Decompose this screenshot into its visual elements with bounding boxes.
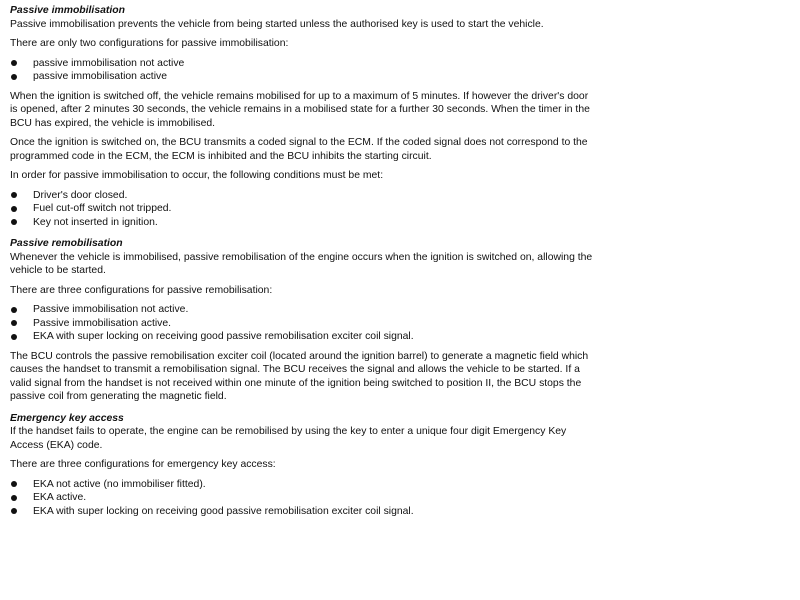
bullet-list [10,478,595,519]
paragraph: When the ignition is switched off, the vehicle remains mobilised for up to a maximum of 5 minutes. If however the driver's door is opened, after 2 minutes 30 seconds, the vehicle remains in a mobilised state for a further 30 seconds. When the timer in the BCU has expired, the vehicle is immobilised. [10,90,590,129]
paragraph: Whenever the vehicle is immobilised, passive remobilisation of the engine occurs when the ignition is switched on, allowing the vehicle to be started. [10,251,593,276]
bullet-item: EKA with super locking on receiving good passive remobilisation exciter coil signal. [10,330,595,344]
paragraph: The BCU controls the passive remobilisation exciter coil (located around the ignition barrel) to generate a magnetic field which causes the handset to transmit a remobilisation signal. The BCU receives the signal and allows the vehicle to be started. If a valid signal from the handset is not received within one minute of the ignition being switched to position II, the BCU stops the passive coil from generating the magnetic field. [10,350,589,402]
paragraph: In order for passive immobilisation to occur, the following conditions must be met: [10,170,384,181]
paragraph: There are only two configurations for passive immobilisation: [10,38,289,49]
bullet-item: passive immobilisation not active [10,57,595,71]
paragraph: Passive immobilisation prevents the vehicle from being started unless the authorised key is used to start the vehicle. [10,18,544,30]
bullet-item: passive immobilisation active [10,70,595,84]
section [10,412,595,519]
bullet-item: EKA with super locking on receiving good passive remobilisation exciter coil signal. [10,505,595,519]
bullet-list [10,189,595,230]
paragraph: If the handset fails to operate, the engine can be remobilised by using the key to enter a unique four digit Emergency Key Access (EKA) code. [10,426,567,451]
bullet-item: Fuel cut-off switch not tripped. [10,202,595,216]
document-body [10,4,595,526]
bullet-list [10,303,595,344]
bullet-item: Key not inserted in ignition. [10,216,595,230]
section-heading: Passive immobilisation [10,5,125,16]
bullet-item: EKA active. [10,491,595,505]
bullet-item: Driver's door closed. [10,189,595,203]
section-heading: Passive remobilisation [10,238,123,249]
bullet-item: EKA not active (no immobiliser fitted). [10,478,595,492]
paragraph: There are three configurations for emergency key access: [10,459,276,470]
bullet-item: Passive immobilisation active. [10,317,595,331]
section [10,4,595,229]
section [10,237,595,404]
paragraph: There are three configurations for passive remobilisation: [10,284,273,296]
bullet-item: Passive immobilisation not active. [10,303,595,317]
bullet-list [10,57,595,84]
paragraph: Once the ignition is switched on, the BCU transmits a coded signal to the ECM. If the coded signal does not correspond to the programmed code in the ECM, the ECM is inhibited and the BCU inhibits the starting circuit. [10,137,588,162]
section-heading: Emergency key access [10,412,124,424]
